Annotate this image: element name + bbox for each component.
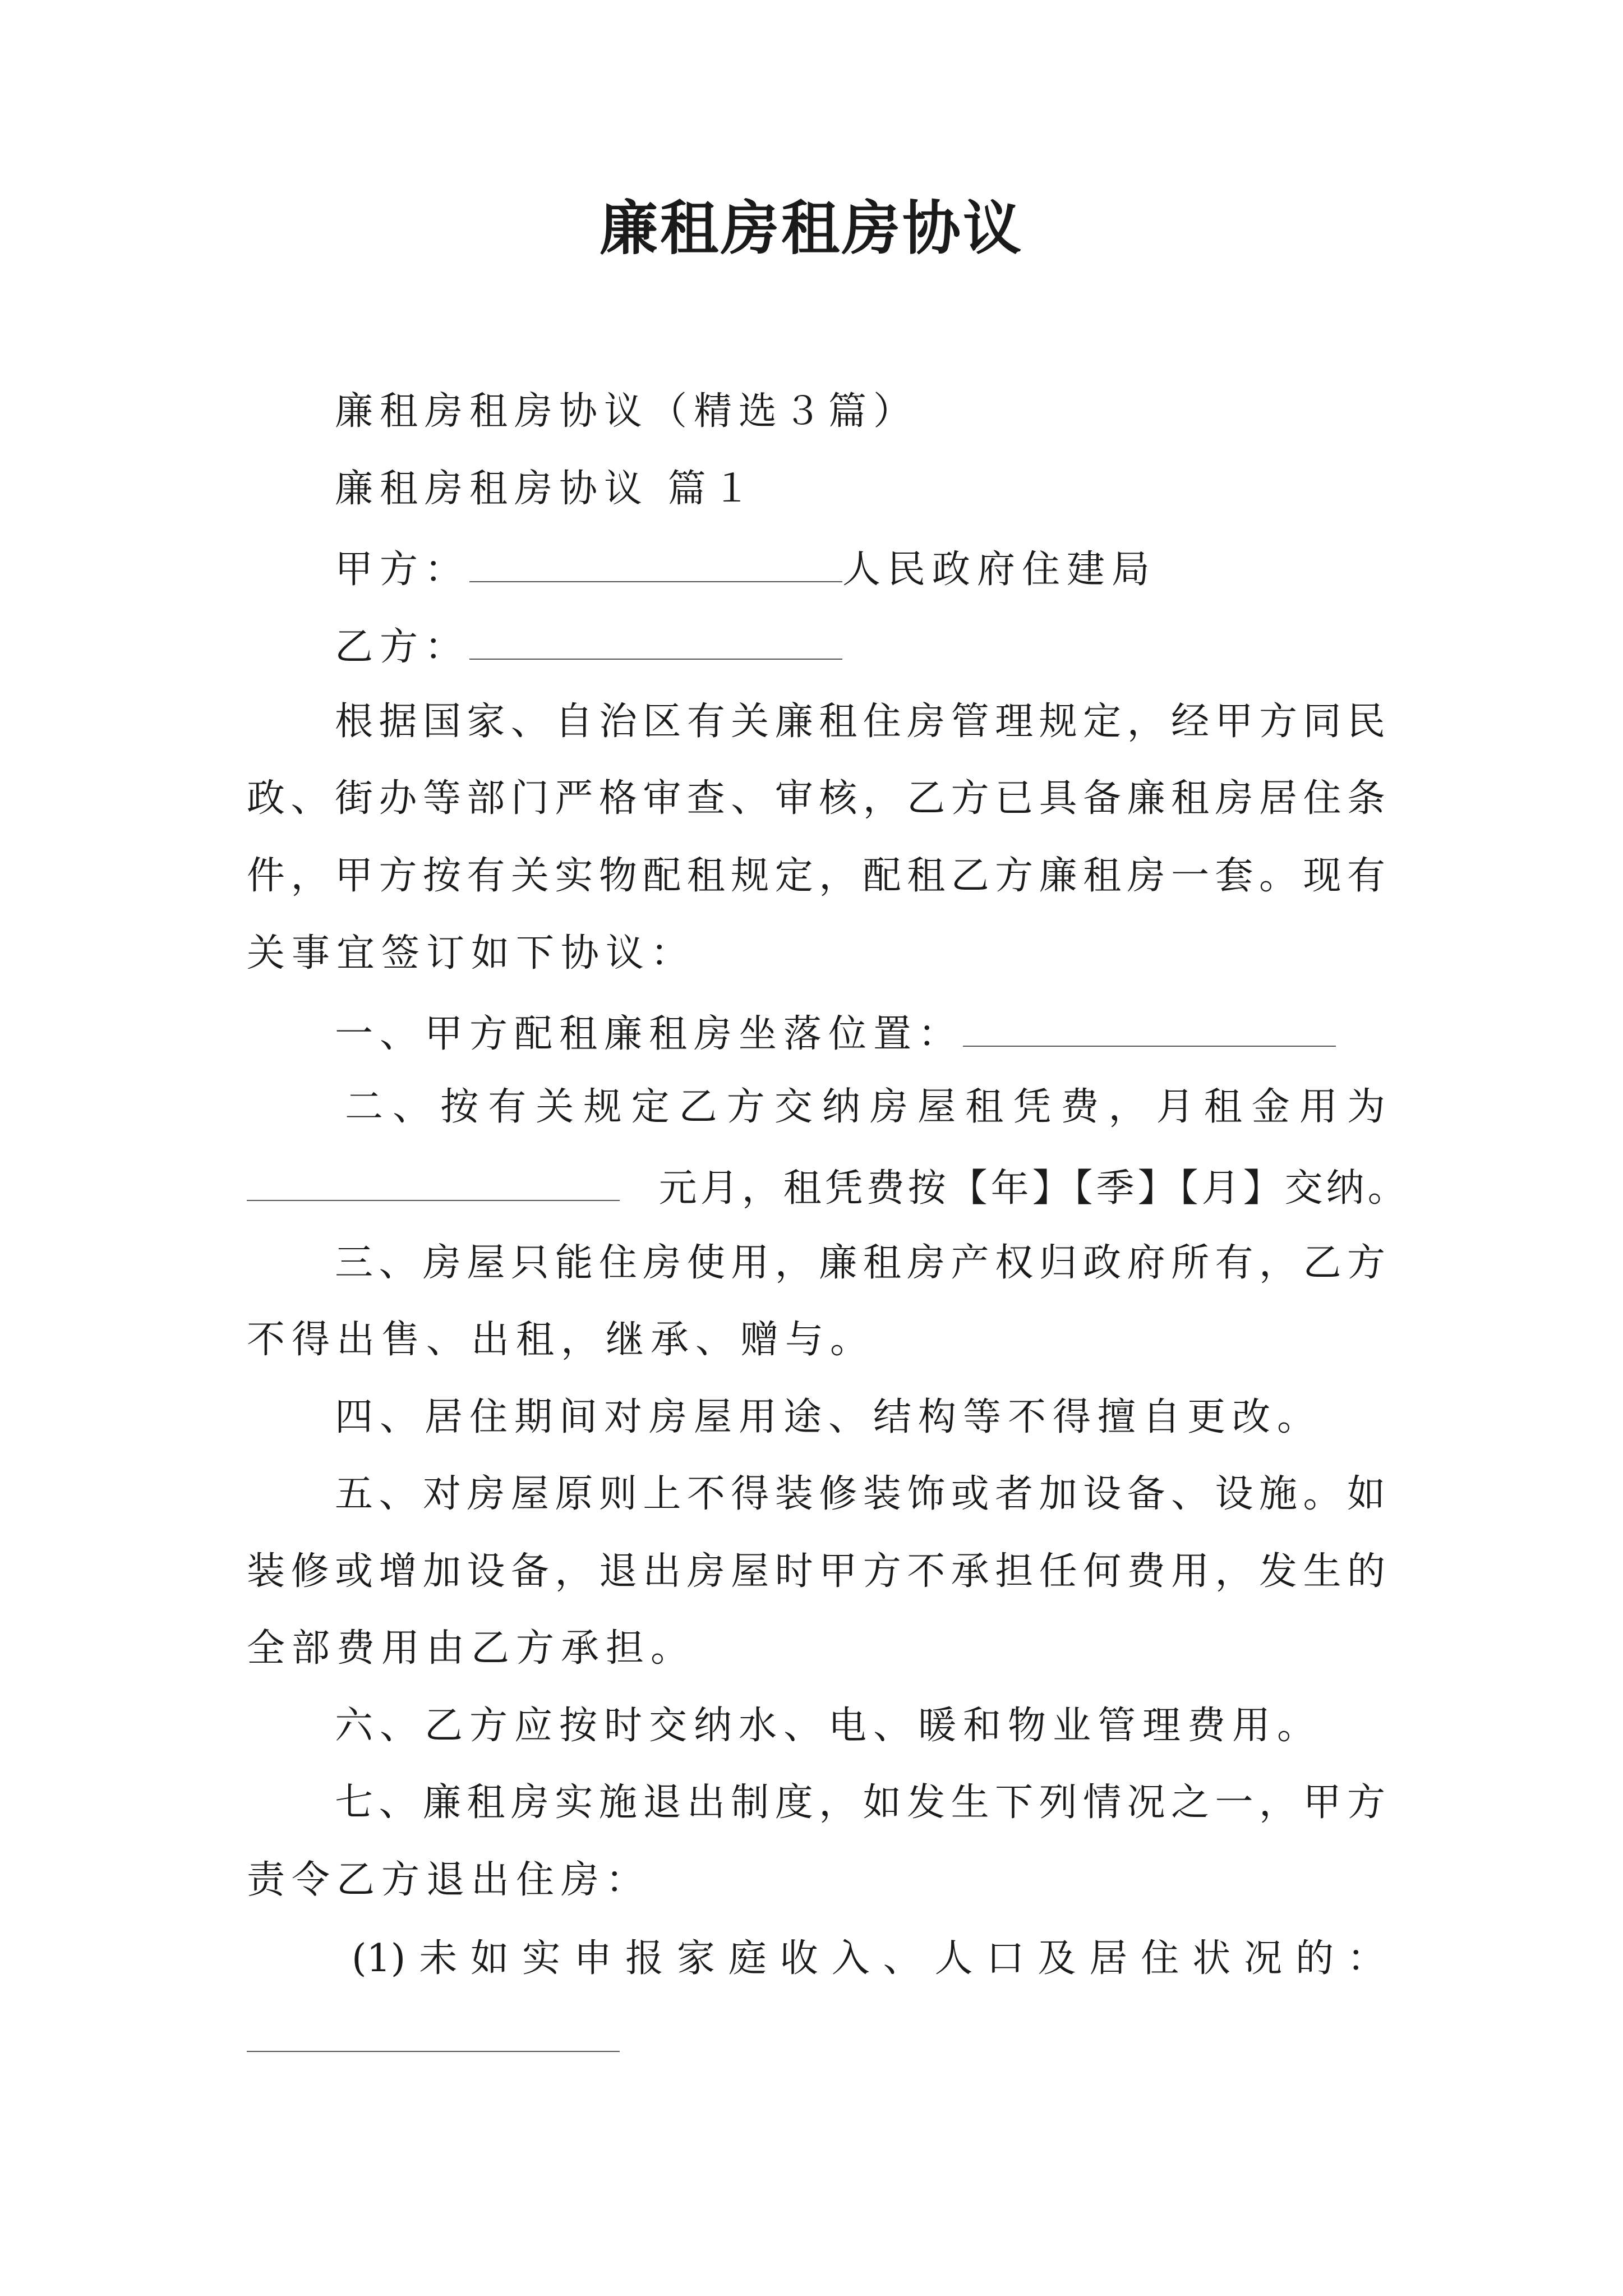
clause-5-line: 全部费用由乙方承担。 [247, 1626, 696, 1671]
document-title: 廉租房租房协议 [599, 194, 1023, 263]
clause-2-line [247, 1166, 1409, 1211]
rent-blank [247, 1166, 620, 1201]
party-b-blank [469, 624, 842, 660]
item-1-blank-line [247, 2017, 1385, 2059]
intro-line: 关事宜签订如下协议： [247, 931, 696, 976]
clause-4: 四、居住期间对房屋用途、结构等不得擅自更改。 [335, 1395, 1322, 1439]
party-a-blank [469, 547, 842, 582]
location-blank [963, 1011, 1336, 1047]
party-b-label: 乙方： [335, 625, 470, 670]
clause-3-line: 三、房屋只能住房使用，廉租房产权归政府所有，乙方 [335, 1241, 1385, 1285]
section-heading: 廉租房租房协议 篇１ [335, 467, 758, 511]
party-a-suffix: 人民政府住建局 [842, 547, 1157, 592]
clause-2-line: 二、按有关规定乙方交纳房屋租凭费，月租金用为 [345, 1085, 1385, 1129]
clause-5-line: 五、对房屋原则上不得装修装饰或者加设备、设施。如 [335, 1472, 1385, 1516]
clause-5-line: 装修或增加设备，退出房屋时甲方不承担任何费用，发生的 [247, 1549, 1385, 1594]
intro-line: 根据国家、自治区有关廉租住房管理规定，经甲方同民 [335, 700, 1385, 744]
intro-line: 政、街办等部门严格审查、审核，乙方已具备廉租房居住条 [247, 776, 1385, 821]
party-b-line [335, 624, 1385, 670]
clause-7-line: 七、廉租房实施退出制度，如发生下列情况之一，甲方 [335, 1780, 1385, 1825]
item-1: (1)未如实申报家庭收入、人口及居住状况的： [352, 1936, 1385, 1981]
party-a-label: 甲方： [335, 547, 470, 592]
subtitle: 廉租房租房协议（精选３篇） [335, 389, 919, 434]
clause-1 [335, 1011, 1385, 1057]
clause-2-text: 元月，租凭费按【年】【季】【月】交纳。 [658, 1166, 1409, 1211]
clause-6: 六、乙方应按时交纳水、电、暖和物业管理费用。 [335, 1704, 1322, 1748]
clause-3-line: 不得出售、出租，继承、赠与。 [247, 1318, 875, 1362]
party-a-line [335, 547, 1385, 592]
intro-line: 件，甲方按有关实物配租规定，配租乙方廉租房一套。现有 [247, 854, 1385, 898]
clause-7-line: 责令乙方退出住房： [247, 1858, 651, 1902]
clause-1-text: 一、甲方配租廉租房坐落位置： [335, 1012, 963, 1057]
item-1-blank [247, 2017, 620, 2052]
